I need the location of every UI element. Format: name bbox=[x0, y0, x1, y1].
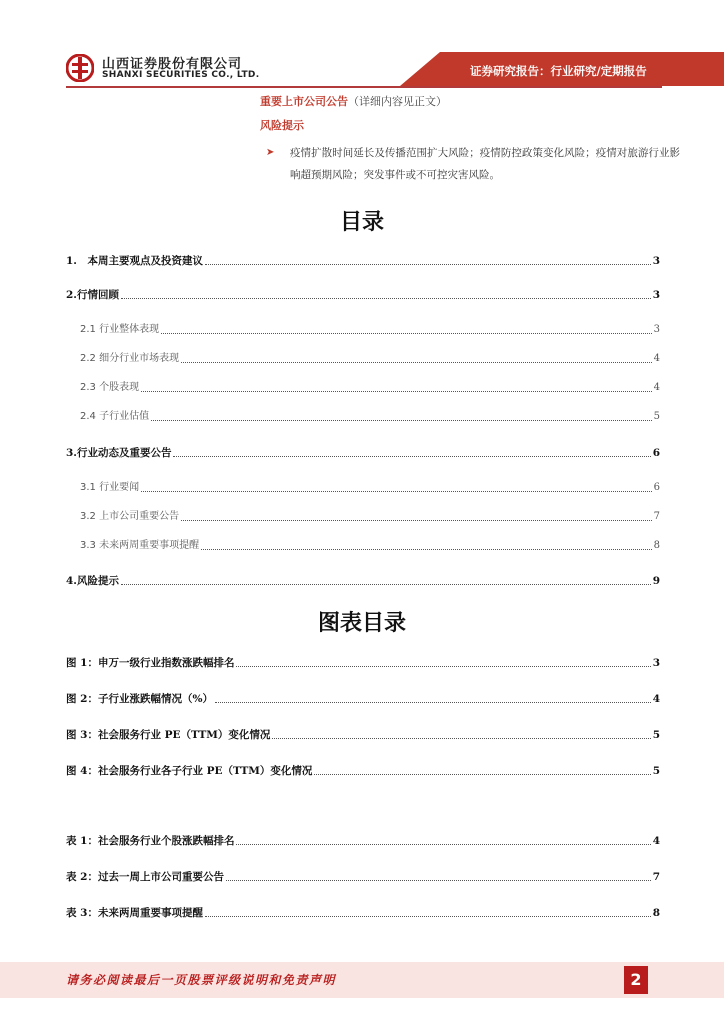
figure-item[interactable] bbox=[66, 690, 660, 706]
announcement-note: （详细内容见正文） bbox=[348, 95, 447, 108]
figure-item-page: 4 bbox=[652, 693, 660, 705]
risk-item bbox=[260, 142, 680, 186]
toc-title: 目录 bbox=[339, 210, 384, 235]
toc-item-page: 7 bbox=[653, 511, 660, 522]
table-item-page: 8 bbox=[652, 907, 660, 919]
page-header bbox=[0, 0, 724, 92]
figures-title: 图表目录 bbox=[317, 611, 406, 636]
table-item[interactable] bbox=[66, 832, 660, 848]
toc-item-label: 3.3 未来两周重要事项提醒 bbox=[80, 540, 200, 551]
toc-item-page: 6 bbox=[653, 482, 660, 493]
figure-item[interactable] bbox=[66, 654, 660, 670]
figure-item-label: 图 2：子行业涨跌幅情况（%） bbox=[66, 693, 213, 705]
toc-item-label: 3.行业动态及重要公告 bbox=[66, 447, 172, 459]
toc-item-page: 3 bbox=[652, 289, 660, 301]
toc-item-label: 2.行情回顾 bbox=[66, 289, 119, 301]
figure-item-page: 3 bbox=[652, 657, 660, 669]
toc-leader bbox=[173, 456, 650, 457]
toc-item[interactable] bbox=[66, 444, 660, 460]
figure-item-label: 图 1：申万一级行业指数涨跌幅排名 bbox=[66, 657, 235, 669]
toc-item-label: 1. 本周主要观点及投资建议 bbox=[66, 255, 203, 267]
figure-item-page: 5 bbox=[652, 765, 660, 777]
toc-leader bbox=[272, 738, 650, 739]
table-item[interactable] bbox=[66, 904, 660, 920]
toc-leader bbox=[121, 584, 651, 585]
toc-leader bbox=[205, 264, 651, 265]
toc-leader bbox=[181, 362, 652, 363]
company-name-en: SHANXI SECURITIES CO., LTD. bbox=[102, 70, 260, 80]
toc-leader bbox=[205, 916, 651, 917]
toc-item[interactable] bbox=[80, 408, 660, 424]
toc-leader bbox=[141, 391, 652, 392]
disclaimer-text: 请务必阅读最后一页股票评级说明和免责声明 bbox=[66, 973, 337, 987]
toc-item-page: 4 bbox=[653, 382, 660, 393]
toc-item-page: 3 bbox=[652, 255, 660, 267]
table-item-label: 表 3：未来两周重要事项提醒 bbox=[66, 907, 203, 919]
announcement-heading bbox=[260, 94, 680, 110]
toc-item-label: 2.1 行业整体表现 bbox=[80, 324, 160, 335]
figure-item[interactable] bbox=[66, 726, 660, 742]
risk-heading: 风险提示 bbox=[260, 119, 304, 132]
toc-item[interactable] bbox=[80, 508, 660, 524]
header-divider bbox=[66, 86, 662, 88]
toc-item-page: 6 bbox=[652, 447, 660, 459]
toc-item[interactable] bbox=[80, 350, 660, 366]
toc-leader bbox=[201, 549, 652, 550]
toc-item-page: 9 bbox=[652, 575, 660, 587]
toc-item[interactable] bbox=[80, 479, 660, 495]
figure-item-label: 图 3：社会服务行业 PE（TTM）变化情况 bbox=[66, 729, 271, 741]
toc-item[interactable] bbox=[66, 286, 660, 302]
report-type: 证券研究报告：行业研究/定期报告 bbox=[470, 64, 647, 78]
table-item[interactable] bbox=[66, 868, 660, 884]
toc-item-page: 8 bbox=[653, 540, 660, 551]
table-item-label: 表 2：过去一周上市公司重要公告 bbox=[66, 871, 224, 883]
toc-leader bbox=[121, 298, 651, 299]
toc-leader bbox=[236, 666, 650, 667]
toc-item-label: 3.1 行业要闻 bbox=[80, 482, 140, 493]
company-name-cn: 山西证券股份有限公司 bbox=[102, 57, 243, 72]
toc-leader bbox=[151, 420, 652, 421]
summary-block bbox=[260, 94, 680, 186]
toc-leader bbox=[215, 702, 651, 703]
toc-item[interactable] bbox=[80, 321, 660, 337]
figure-item-page: 5 bbox=[652, 729, 660, 741]
toc-item-label: 2.2 细分行业市场表现 bbox=[80, 353, 180, 364]
table-item-page: 7 bbox=[652, 871, 660, 883]
risk-text: 疫情扩散时间延长及传播范围扩大风险；疫情防控政策变化风险；疫情对旅游行业影响超预期风险；突发事件或不可控灾害风险。 bbox=[290, 147, 680, 181]
toc-leader bbox=[314, 774, 650, 775]
toc-item-label: 2.3 个股表现 bbox=[80, 382, 140, 393]
toc-item-page: 4 bbox=[653, 353, 660, 364]
toc-item[interactable] bbox=[80, 537, 660, 553]
toc-item-label: 4.风险提示 bbox=[66, 575, 119, 587]
toc-item-page: 5 bbox=[653, 411, 660, 422]
arrow-bullet-icon: ➤ bbox=[266, 147, 275, 158]
toc-item-label: 2.4 子行业估值 bbox=[80, 411, 150, 422]
toc-leader bbox=[161, 333, 652, 334]
toc-item-page: 3 bbox=[653, 324, 660, 335]
company-logo-icon bbox=[66, 54, 94, 82]
figure-item-label: 图 4：社会服务行业各子行业 PE（TTM）变化情况 bbox=[66, 765, 313, 777]
announcement-heading-text: 重要上市公司公告 bbox=[260, 95, 348, 108]
figure-item[interactable] bbox=[66, 762, 660, 778]
toc-item[interactable] bbox=[66, 572, 660, 588]
page-number: 2 bbox=[624, 966, 648, 994]
table-item-page: 4 bbox=[652, 835, 660, 847]
table-item-label: 表 1：社会服务行业个股涨跌幅排名 bbox=[66, 835, 235, 847]
toc-item[interactable] bbox=[66, 252, 660, 268]
toc-leader bbox=[226, 880, 651, 881]
toc-item[interactable] bbox=[80, 379, 660, 395]
toc-leader bbox=[236, 844, 650, 845]
toc-item-label: 3.2 上市公司重要公告 bbox=[80, 511, 180, 522]
toc-leader bbox=[141, 491, 652, 492]
toc-leader bbox=[181, 520, 652, 521]
